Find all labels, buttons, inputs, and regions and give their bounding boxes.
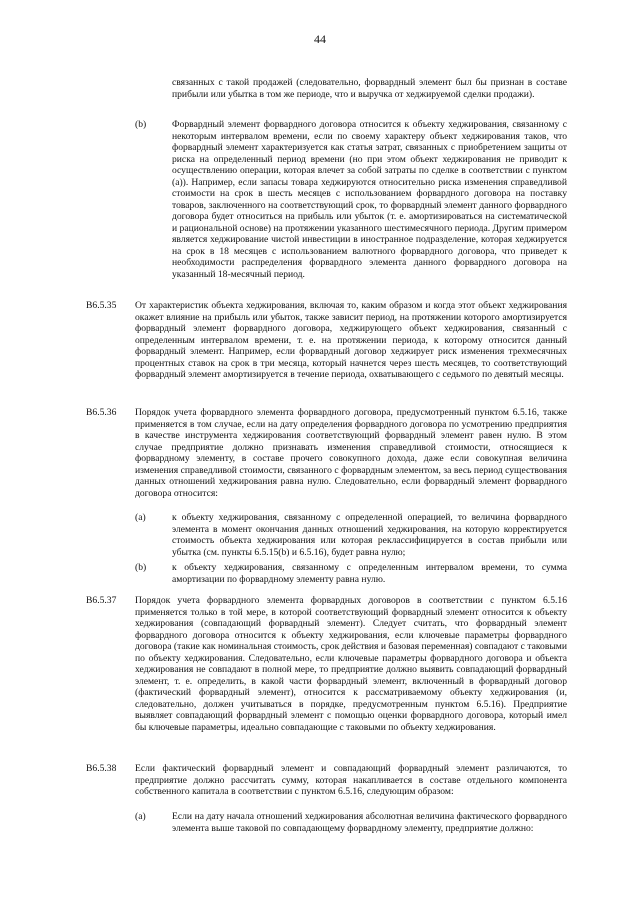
- paragraph-number: B6.5.35: [86, 300, 117, 311]
- paragraph-text: Если фактический форвардный элемент и совпадающий форвардный элемент различаются, то предприятие должно рассчитать сумму, которая накапливается в составе отдельного компонента собственного капитала в соответствии с пунктом 6.5.16, следующим образом:: [135, 763, 567, 797]
- list-item-text: к объекту хеджирования, связанному с определенной операцией, то величина форвардного элемента в момент окончания данных отношений хеджирования, на которую корректируется стоимость объекта хеджирования или которая реклассифицируется в состав прибыли или убытка (см. пункты 6.5.15(b) и 6.5.16), будет равна нулю;: [172, 512, 567, 558]
- list-item-label: (a): [135, 811, 146, 822]
- paragraph-number: B6.5.36: [86, 407, 117, 418]
- paragraph-text: От характеристик объекта хеджирования, включая то, каким образом и когда этот объект хеджирования окажет влияние на прибыль или убыток, также зависит период, на протяжении которого амортизируется форвардный элемент форвардного договора, хеджирующего объект хеджирования, связанный с определенным интервалом времени, т. е. на протяжении периода, к которому относится данный форвардный элемент. Например, если форвардный договор хеджирует риск изменения трехмесячных процентных ставок на срок в три месяца, который начнется через шесть месяцев, то соответствующий форвардный элемент амортизируется в течение периода, охватывающего с седьмого по девятый месяцы.: [135, 300, 567, 380]
- paragraph-text: Порядок учета форвардного элемента форвардного договора, предусмотренный пунктом 6.5.16, также применяется в том случае, если на дату определения форвардного договора по усмотрению предприятия в качестве инструмента хеджирования соответствующий форвардный элемент равен нулю. В этом случае предприятие должно признавать изменения справедливой стоимости, относящиеся к форвардному элементу, в составе прочего совокупного дохода, даже если совокупная величина изменения справедливой стоимости, связанного с форвардным элементом, за весь период существования данных отношений хеджирования равна нулю. Следовательно, если форвардный элемент форвардного договора относится:: [135, 407, 567, 499]
- paragraph-text: Порядок учета форвардного элемента форвардных договоров в соответствии с пунктом 6.5.16 применяется только в той мере, в которой соответствующий форвардный элемент относится к объекту хеджирования (совпадающий форвардный элемент). Следует считать, что форвардный элемент форвардного договора относится к объекту хеджирования, если ключевые параметры форвардного договора (такие как номинальная стоимость, срок действия и базовая переменная) совпадают с таковыми по объекту хеджирования. Следовательно, если ключевые параметры форвардного договора и объекта хеджирования не совпадают в полной мере, то предприятие должно выявить совпадающий форвардный элемент, т. е. определить, в какой части форвардный элемент, включенный в форвардный договор (фактический форвардный элемент), относится к рассматриваемому объекту хеджирования (и, следовательно, должен учитываться в порядке, предусмотренным пунктом 6.5.16). Предприятие выявляет совпадающий форвардный элемент с помощью оценки форвардного договора, который имел бы ключевые параметры, идеально совпадающие с таковыми по объекту хеджирования.: [135, 595, 567, 733]
- list-item-label: (a): [135, 512, 146, 523]
- paragraph-number: B6.5.38: [86, 763, 117, 774]
- paragraph-number: B6.5.37: [86, 595, 117, 606]
- item-label: (b): [135, 119, 147, 130]
- page-number: 44: [314, 32, 326, 46]
- list-item-text: к объекту хеджирования, связанному с определенным интервалом времени, то сумма амортизации по форвардному элементу равна нулю.: [172, 562, 567, 585]
- item-text: Форвардный элемент форвардного договора относится к объекту хеджирования, связанному с некоторым интервалом времени, если по своему характеру объект хеджирования таков, что форвардный элемент характеризуется как статья затрат, связанных с приобретением защиты от риска на определенный период времени (но при этом объект хеджирования не приводит к осуществлению операции, которая влечет за собой затраты по сделке в соответствии с пунктом (a)). Например, если запасы товара хеджируются относительно риска изменения справедливой стоимости на срок в шесть месяцев с использованием форвардного договора на поставку товаров, заключенного на соответствующий срок, то форвардный элемент данного форвардного договора будет относиться на прибыль или убыток (т. е. амортизироваться на систематической и рациональной основе) на протяжении указанного шестимесячного периода. Другим примером является хеджирование чистой инвестиции в иностранное подразделение, которая хеджируется на срок в 18 месяцев с использованием валютного форвардного договора, что приведет к необходимости распределения форвардного элемента данного форвардного договора на указанный 18-месячный период.: [172, 119, 567, 280]
- list-item-text: Если на дату начала отношений хеджирования абсолютная величина фактического форвардного элемента выше таковой по совпадающему форвардному элементу, предприятие должно:: [172, 811, 567, 834]
- list-item-label: (b): [135, 562, 147, 573]
- continuation-text: связанных с такой продажей (следовательно, форвардный элемент был бы признан в составе прибыли или убытка в том же периоде, что и выручка от хеджируемой сделки продажи).: [172, 77, 567, 100]
